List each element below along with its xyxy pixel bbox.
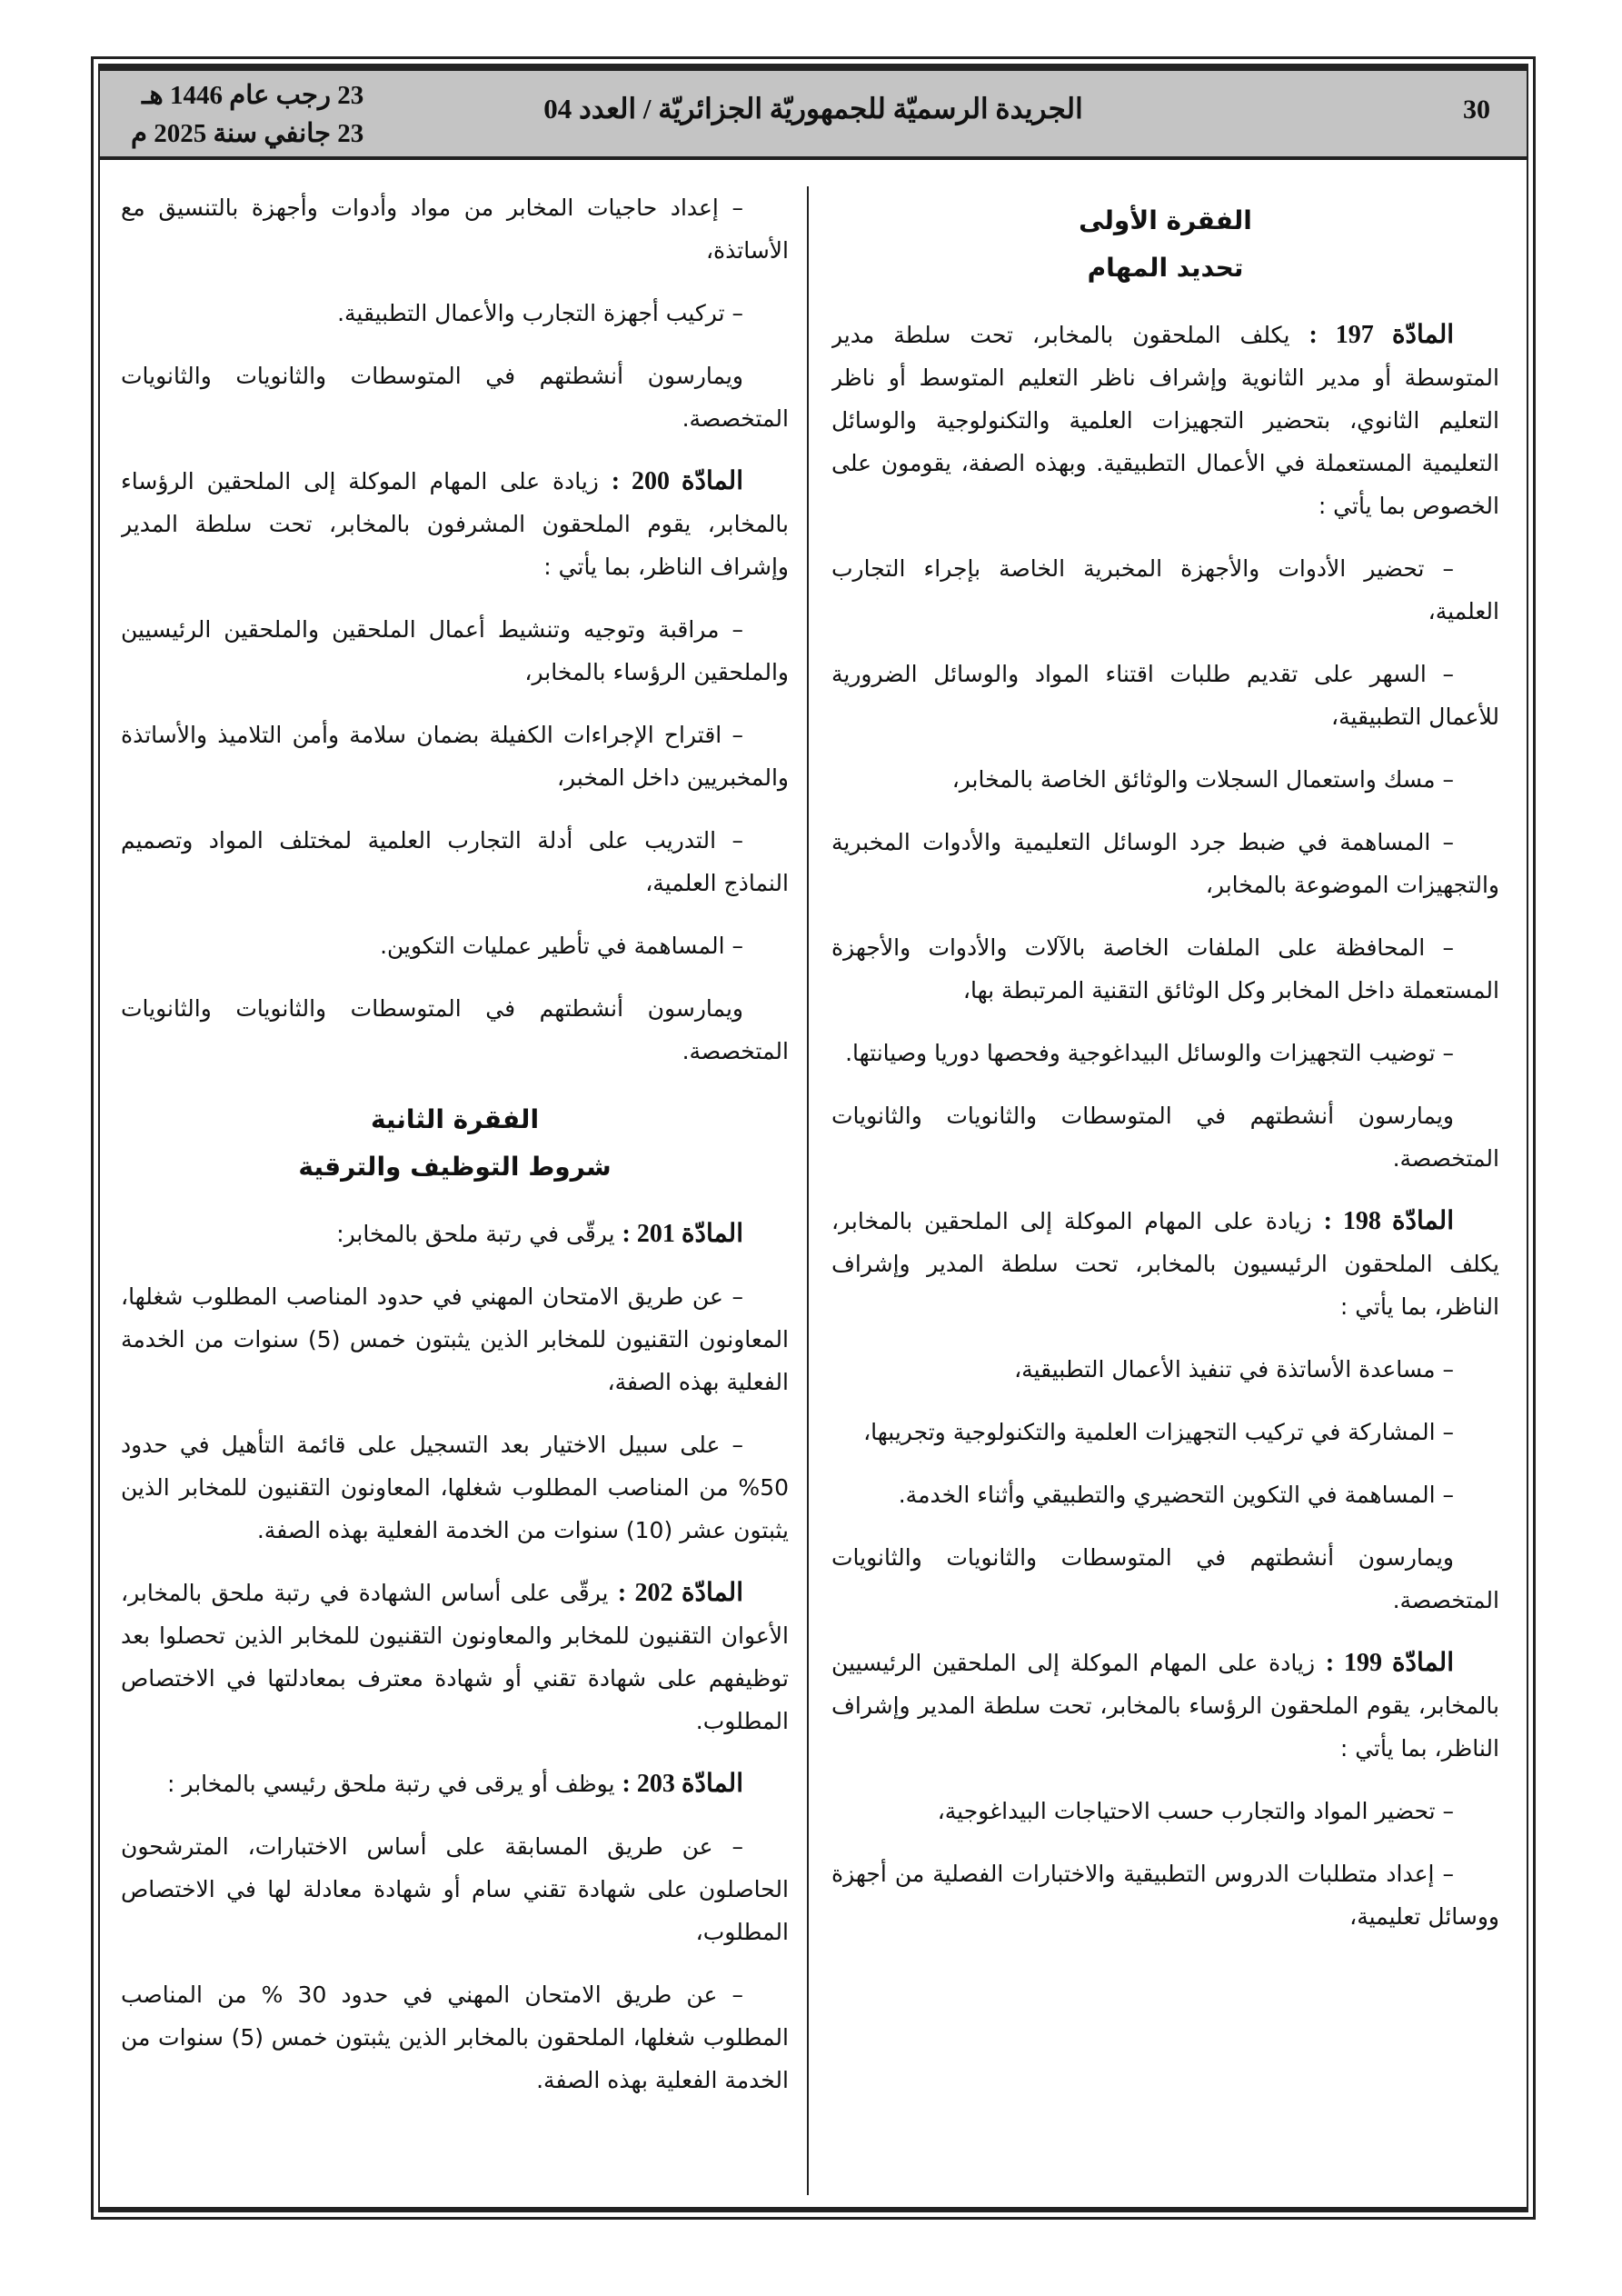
paragraph: [831, 1852, 1499, 1938]
paragraph-text: – تركيب أجهزة التجارب والأعمال التطبيقية.: [337, 300, 743, 326]
paragraph-text: زيادة على المهام الموكلة إلى الملحقين الرئيسيين بالمخابر، يقوم الملحقون الرؤساء بالمخابر، تحت سلطة المدير وإشراف الناظر، بما يأتي :: [831, 1650, 1499, 1762]
paragraph: [121, 1973, 789, 2101]
paragraph-text: – اقتراح الإجراءات الكفيلة بضمان سلامة وأمن التلاميذ والأساتذة والمخبريين داخل المخبر،: [121, 722, 789, 791]
column-divider: [807, 186, 809, 2195]
paragraph-text: – مراقبة وتوجيه وتنشيط أعمال الملحقين والملحقين الرئيسيين والملحقين الرؤساء بالمخابر،: [121, 616, 789, 685]
article-paragraph: [831, 1642, 1499, 1770]
article-number: المادّة 202 :: [617, 1579, 743, 1607]
paragraph: [831, 653, 1499, 738]
paragraph: [121, 1825, 789, 1953]
paragraph-text: – عن طريق الامتحان المهني في حدود المناصب المطلوب شغلها، المعاونون التقنيون للمخابر الذين يثبتون خمس (5) سنوات من الخدمة الفعلية بهذه الصفة،: [121, 1283, 789, 1395]
article-number: المادّة 199 :: [1325, 1649, 1454, 1677]
paragraph: [121, 186, 789, 272]
paragraph: [831, 926, 1499, 1012]
paragraph: [121, 292, 789, 334]
article-paragraph: [121, 460, 789, 588]
paragraph-text: – عن طريق المسابقة على أساس الاختبارات، المترشحون الحاصلون على شهادة تقني سام أو شهادة معادلة لها في الاختصاص المطلوب،: [121, 1833, 789, 1945]
page-number: 30: [1463, 95, 1490, 125]
article-number: المادّة 198 :: [1323, 1207, 1454, 1235]
section-heading: الفقرة الأولى: [1079, 205, 1252, 235]
paragraph-text: ويمارسون أنشطتهم في المتوسطات والثانويات والثانويات المتخصصة.: [831, 1103, 1499, 1172]
paragraph-text: ويمارسون أنشطتهم في المتوسطات والثانويات والثانويات المتخصصة.: [121, 363, 789, 432]
paragraph-text: – تحضير الأدوات والأجهزة المخبرية الخاصة بإجراء التجارب العلمية،: [831, 555, 1499, 624]
right-column: [831, 186, 1499, 2195]
paragraph-text: يوظف أو يرقى في رتبة ملحق رئيسي بالمخابر :: [167, 1771, 622, 1797]
date-hijri: 23 رجب عام 1446 هـ: [141, 81, 364, 110]
paragraph: [121, 714, 789, 799]
paragraph-text: – المساهمة في ضبط جرد الوسائل التعليمية والأدوات المخبرية والتجهيزات الموضوعة بالمخابر،: [831, 829, 1499, 898]
paragraph: [831, 1411, 1499, 1453]
paragraph-text: – توضيب التجهيزات والوسائل البيداغوجية وفحصها دوريا وصيانتها.: [845, 1040, 1454, 1066]
paragraph-text: – تحضير المواد والتجارب حسب الاحتياجات البيداغوجية،: [937, 1798, 1454, 1824]
paragraph-text: زيادة على المهام الموكلة إلى الملحقين الرؤساء بالمخابر، يقوم الملحقون المشرفون بالمخابر، تحت سلطة المدير وإشراف الناظر، بما يأتي :: [121, 468, 789, 580]
bottom-rule: [100, 2207, 1527, 2211]
paragraph: [831, 1536, 1499, 1622]
article-paragraph: [121, 1572, 789, 1742]
paragraph-text: – على سبيل الاختيار بعد التسجيل على قائمة التأهيل في حدود 50% من المناصب المطلوب شغلها، المعاونون التقنيون للمخابر الذين يثبتون عشر (10) سنوات من الخدمة الفعلية بهذه الصفة.: [121, 1432, 789, 1543]
article-paragraph: [121, 1213, 789, 1255]
left-column: [121, 186, 789, 2195]
left-paragraphs-top: [121, 186, 789, 1073]
paragraph-text: – مساعدة الأساتذة في تنفيذ الأعمال التطبيقية،: [1014, 1356, 1454, 1383]
date-gregorian: 23 جانفي سنة 2025 م: [131, 119, 364, 148]
article-number: المادّة 203 :: [622, 1770, 743, 1798]
issue-date: [131, 76, 363, 153]
paragraph: [831, 1790, 1499, 1832]
article-paragraph: [121, 1762, 789, 1805]
paragraph: [121, 608, 789, 694]
paragraph: [121, 354, 789, 440]
paragraph-text: – المساهمة في تأطير عمليات التكوين.: [380, 933, 743, 959]
paragraph-text: يرقّى في رتبة ملحق بالمخابر:: [336, 1221, 622, 1247]
paragraph-text: ويمارسون أنشطتهم في المتوسطات والثانويات والثانويات المتخصصة.: [121, 995, 789, 1064]
paragraph: [121, 987, 789, 1073]
paragraph: [831, 1473, 1499, 1516]
paragraph: [121, 819, 789, 904]
section-subheading: شروط التوظيف والترقية: [298, 1152, 612, 1182]
right-paragraphs: [831, 314, 1499, 1938]
article-number: المادّة 201 :: [622, 1220, 743, 1248]
paragraph: [831, 1032, 1499, 1074]
paragraph: [831, 1348, 1499, 1391]
paragraph-text: زيادة على المهام الموكلة إلى الملحقين بالمخابر، يكلف الملحقون الرئيسيون بالمخابر، تحت سلطة المدير وإشراف الناظر، بما يأتي :: [831, 1208, 1499, 1320]
paragraph-text: ويمارسون أنشطتهم في المتوسطات والثانويات والثانويات المتخصصة.: [831, 1544, 1499, 1613]
article-paragraph: [831, 314, 1499, 527]
paragraph-text: – إعداد حاجيات المخابر من مواد وأدوات وأجهزة بالتنسيق مع الأساتذة،: [121, 195, 789, 264]
paragraph: [831, 821, 1499, 906]
article-number: المادّة 197 :: [1309, 321, 1454, 349]
paragraph-text: – عن طريق الامتحان المهني في حدود 30 % من المناصب المطلوب شغلها، الملحقون بالمخابر الذين يثبتون خمس (5) سنوات من الخدمة الفعلية بهذه الصفة.: [121, 1982, 789, 2093]
section-heading: الفقرة الثانية: [370, 1104, 540, 1134]
gazette-header: [100, 65, 1527, 160]
paragraph: [831, 547, 1499, 633]
paragraph-text: – إعداد متطلبات الدروس التطبيقية والاختبارات الفصلية من أجهزة ووسائل تعليمية،: [831, 1861, 1499, 1930]
paragraph-text: – التدريب على أدلة التجارب العلمية لمختلف المواد وتصميم النماذج العلمية،: [121, 827, 789, 896]
paragraph-text: – السهر على تقديم طلبات اقتناء المواد والوسائل الضرورية للأعمال التطبيقية،: [831, 661, 1499, 730]
article-number: المادّة 200 :: [611, 467, 743, 495]
paragraph-text: – المساهمة في التكوين التحضيري والتطبيقي وأثناء الخدمة.: [898, 1482, 1454, 1508]
paragraph: [121, 1275, 789, 1403]
paragraph: [831, 1094, 1499, 1180]
paragraph-text: – مسك واستعمال السجلات والوثائق الخاصة بالمخابر،: [951, 766, 1454, 793]
paragraph-text: يكلف الملحقون بالمخابر، تحت سلطة مدير المتوسطة أو مدير الثانوية وإشراف ناظر التعليم المتوسط أو ناظر التعليم الثانوي، بتحضير التجهيزات العلمية والتكنولوجية والوسائل التعليمية المستعملة في الأعمال التطبيقية. وبهذه الصفة، يقومون على الخصوص بما يأتي :: [831, 322, 1499, 519]
gazette-title: الجريدة الرسميّة للجمهوريّة الجزائريّة / العدد 04: [543, 93, 1083, 125]
section-subheading: تحديد المهام: [1087, 253, 1244, 283]
paragraph-text: – المحافظة على الملفات الخاصة بالآلات والأدوات والأجهزة المستعملة داخل المخابر وكل الوثائق التقنية المرتبطة بها،: [831, 934, 1499, 1003]
left-paragraphs-bottom: [121, 1213, 789, 2101]
paragraph-text: يرقّى على أساس الشهادة في رتبة ملحق بالمخابر، الأعوان التقنيون للمخابر والمعاونون التقنيون للمخابر الذين تحصلوا بعد توظيفهم على شهادة تقني أو شهادة معترف بمعادلتها في الاختصاص المطلوب.: [121, 1580, 789, 1734]
paragraph: [121, 1423, 789, 1552]
paragraph: [121, 924, 789, 967]
paragraph: [831, 758, 1499, 801]
article-paragraph: [831, 1200, 1499, 1328]
paragraph-text: – المشاركة في تركيب التجهيزات العلمية والتكنولوجية وتجريبها،: [863, 1419, 1454, 1445]
